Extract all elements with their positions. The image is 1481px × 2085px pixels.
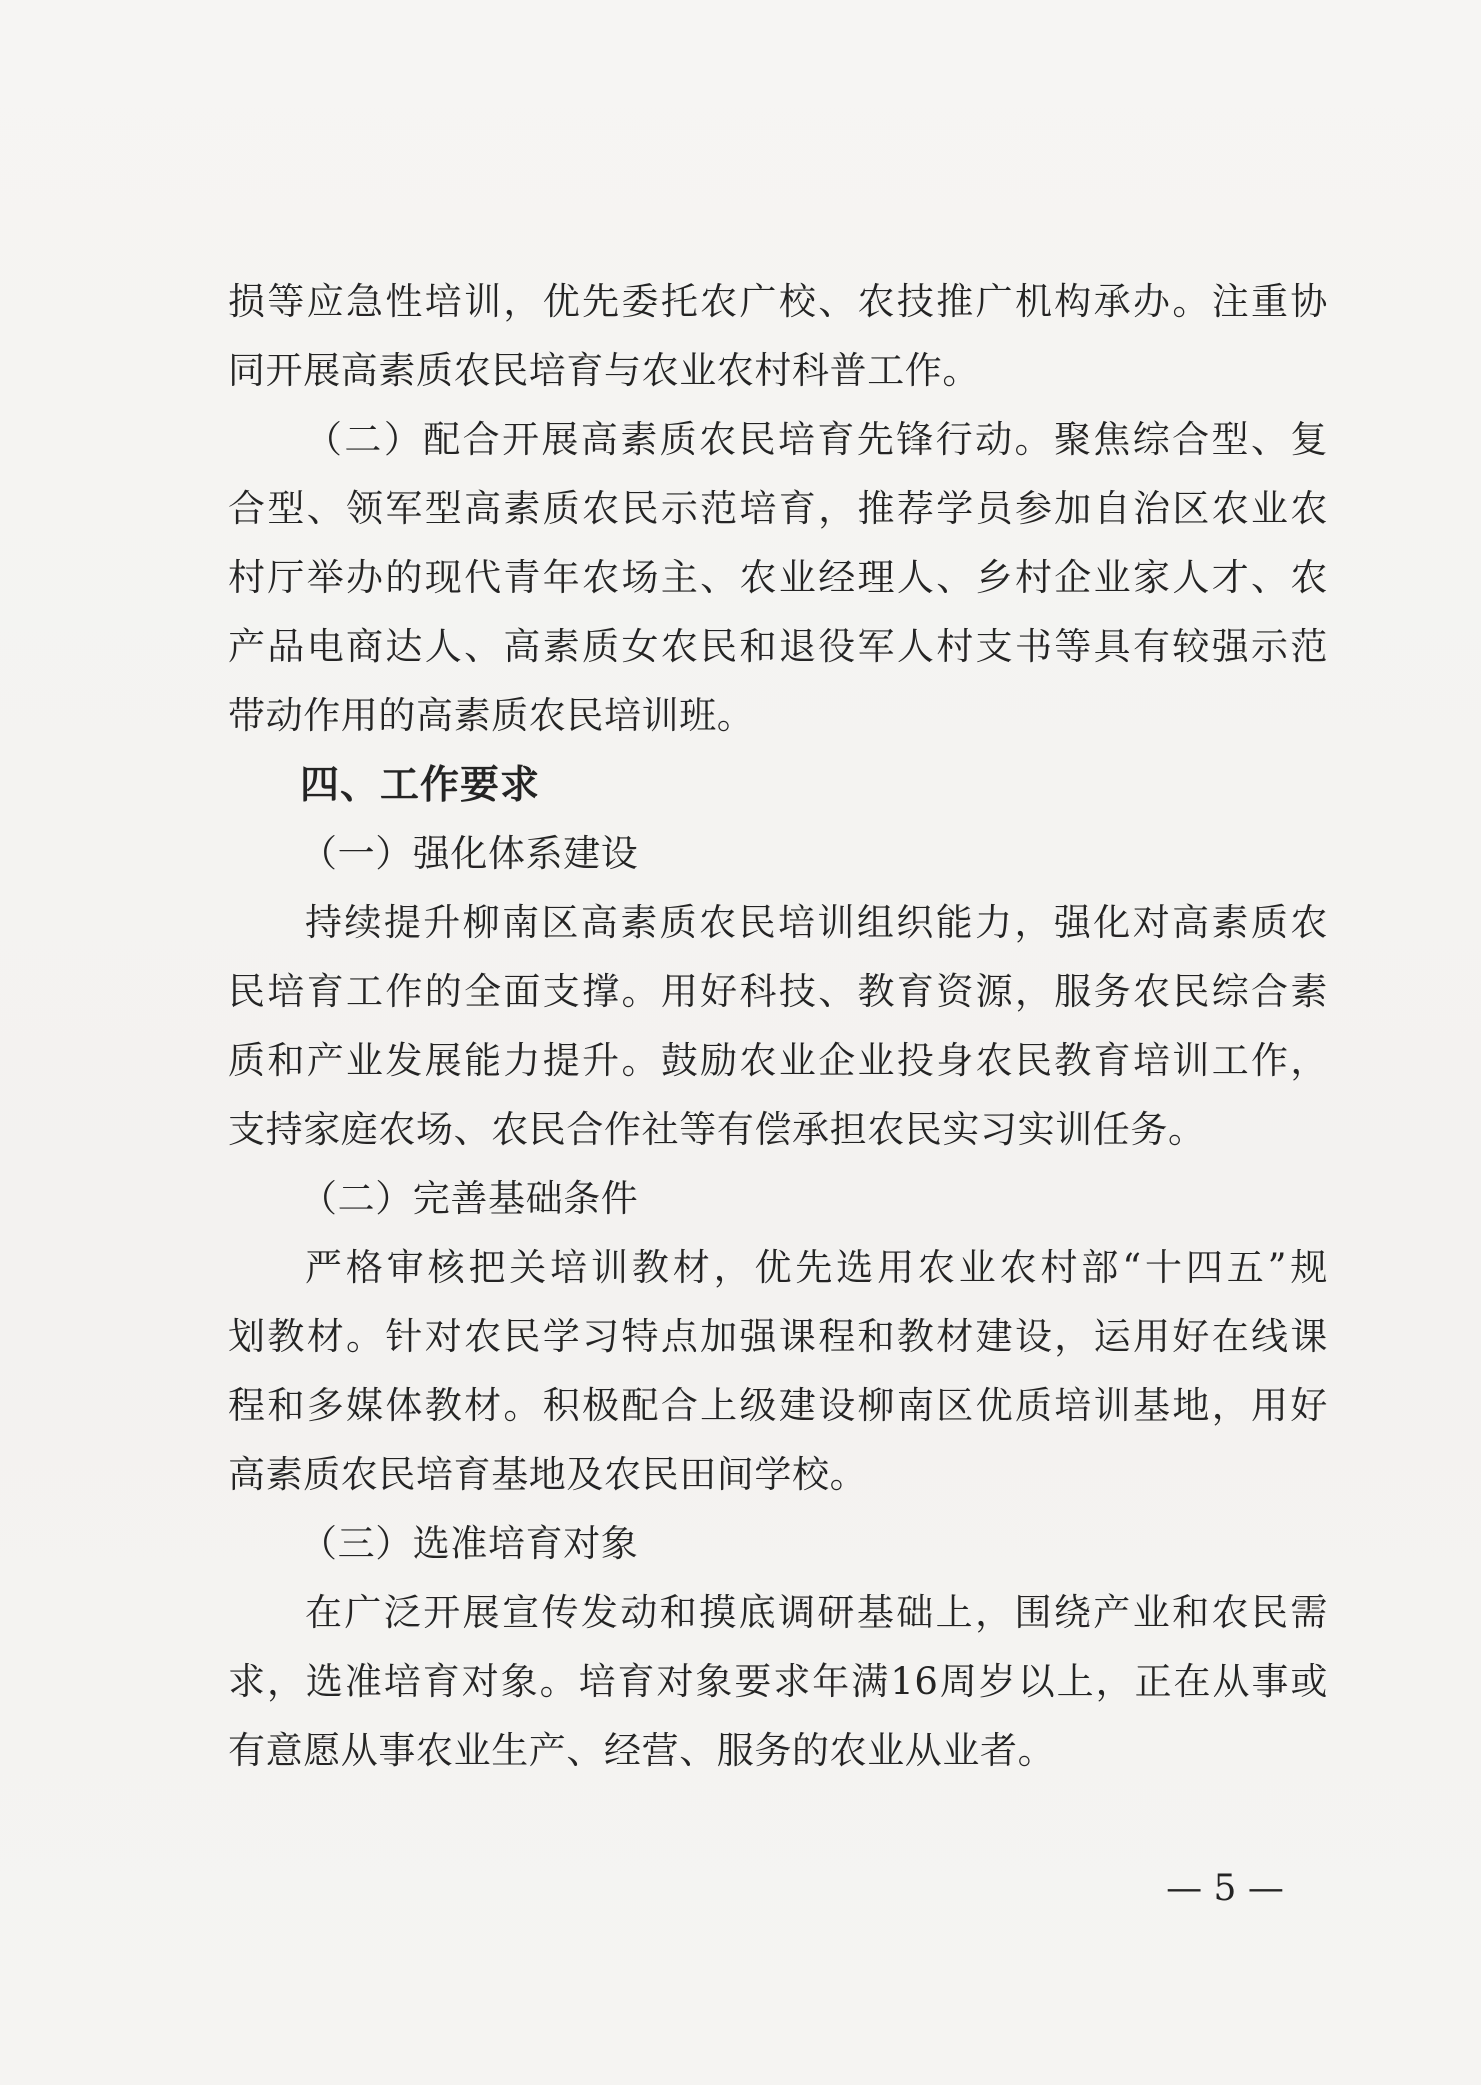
chapter-heading-work-requirements: 四、工作要求 [300, 762, 541, 808]
body-line-20: 在广泛开展宣传发动和摸底调研基础上，围绕产业和农民需 [305, 1591, 1328, 1634]
body-line-2: 同开展高素质农民培育与农业农村科普工作。 [228, 349, 980, 392]
body-line-21: 求，选准培育对象。培育对象要求年满16周岁以上，正在从事或 [228, 1660, 1328, 1703]
body-line-4: 合型、领军型高素质农民示范培育，推荐学员参加自治区农业农 [228, 487, 1328, 530]
subheading-basic-conditions: （二）完善基础条件 [300, 1177, 639, 1220]
body-line-16: 划教材。针对农民学习特点加强课程和教材建设，运用好在线课 [228, 1315, 1328, 1358]
body-line-18: 高素质农民培育基地及农民田间学校。 [228, 1453, 868, 1496]
page-number: — 5 — [1166, 1868, 1284, 1909]
body-line-5: 村厅举办的现代青年农场主、农业经理人、乡村企业家人才、农 [228, 556, 1328, 599]
body-line-12: 质和产业发展能力提升。鼓励农业企业投身农民教育培训工作， [228, 1039, 1328, 1082]
section-heading-pioneer-action: （二）配合开展高素质农民培育先锋行动。聚焦综合型、复 [305, 418, 1328, 461]
subheading-select-trainees: （三）选准培育对象 [300, 1522, 639, 1565]
body-line-10: 持续提升柳南区高素质农民培训组织能力，强化对高素质农 [305, 901, 1328, 944]
body-line-17: 程和多媒体教材。积极配合上级建设柳南区优质培训基地，用好 [228, 1384, 1328, 1427]
body-line-11: 民培育工作的全面支撑。用好科技、教育资源，服务农民综合素 [228, 970, 1328, 1013]
body-line-7: 带动作用的高素质农民培训班。 [228, 694, 755, 737]
body-line-1: 损等应急性培训，优先委托农广校、农技推广机构承办。注重协 [228, 280, 1328, 323]
body-line-13: 支持家庭农场、农民合作社等有偿承担农民实习实训任务。 [228, 1108, 1206, 1151]
body-line-6: 产品电商达人、高素质女农民和退役军人村支书等具有较强示范 [228, 625, 1328, 668]
subheading-system-construction: （一）强化体系建设 [300, 832, 639, 875]
body-line-15: 严格审核把关培训教材，优先选用农业农村部“十四五”规 [305, 1246, 1328, 1289]
body-line-22: 有意愿从事农业生产、经营、服务的农业从业者。 [228, 1729, 1056, 1772]
